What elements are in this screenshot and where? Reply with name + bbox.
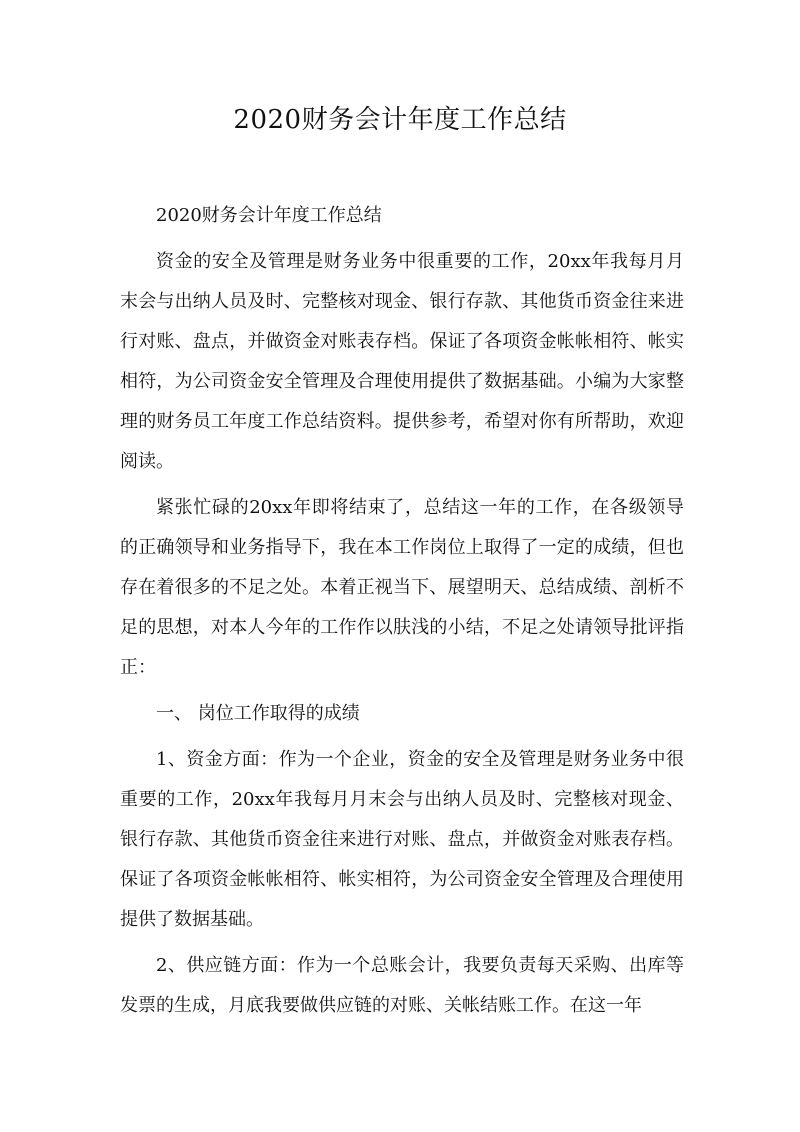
section-heading: 一、 岗位工作取得的成绩: [156, 703, 360, 724]
paragraph-funds: 1、资金方面：作为一个企业，资金的安全及管理是财务业务中很重要的工作，20xx年我每月月末会与出纳人员及时、完整核对现金、银行存款、其他货币资金往来进行对账、盘点，并做资金对账表存档。保证了各项资金帐帐相符、帐实相符，为公司资金安全管理及合理使用提供了数据基础。: [120, 749, 684, 930]
document-title: 2020财务会计年度工作总结: [233, 105, 567, 135]
paragraph-supply-chain: 2、供应链方面：作为一个总账会计，我要负责每天采购、出库等发票的生成，月底我要做供应链的对账、关帐结账工作。在这一年: [120, 955, 684, 1016]
paragraph-summary: 紧张忙碌的20xx年即将结束了，总结这一年的工作，在各级领导的正确领导和业务指导下，我在本工作岗位上取得了一定的成绩，但也存在着很多的不足之处。本着正视当下、展望明天、总结成绩、剖析不足的思想，对本人今年的工作作以肤浅的小结，不足之处请领导批评指正：: [120, 497, 684, 678]
document-body: [120, 196, 684, 1032]
paragraph-intro: 资金的安全及管理是财务业务中很重要的工作，20xx年我每月月末会与出纳人员及时、完整核对现金、银行存款、其他货币资金往来进行对账、盘点，并做资金对账表存档。保证了各项资金帐帐相符、帐实相符，为公司资金安全管理及合理使用提供了数据基础。小编为大家整理的财务员工年度工作总结资料。提供参考，希望对你有所帮助，欢迎阅读。: [120, 251, 684, 472]
paragraph-subtitle: 2020财务会计年度工作总结: [156, 205, 382, 226]
